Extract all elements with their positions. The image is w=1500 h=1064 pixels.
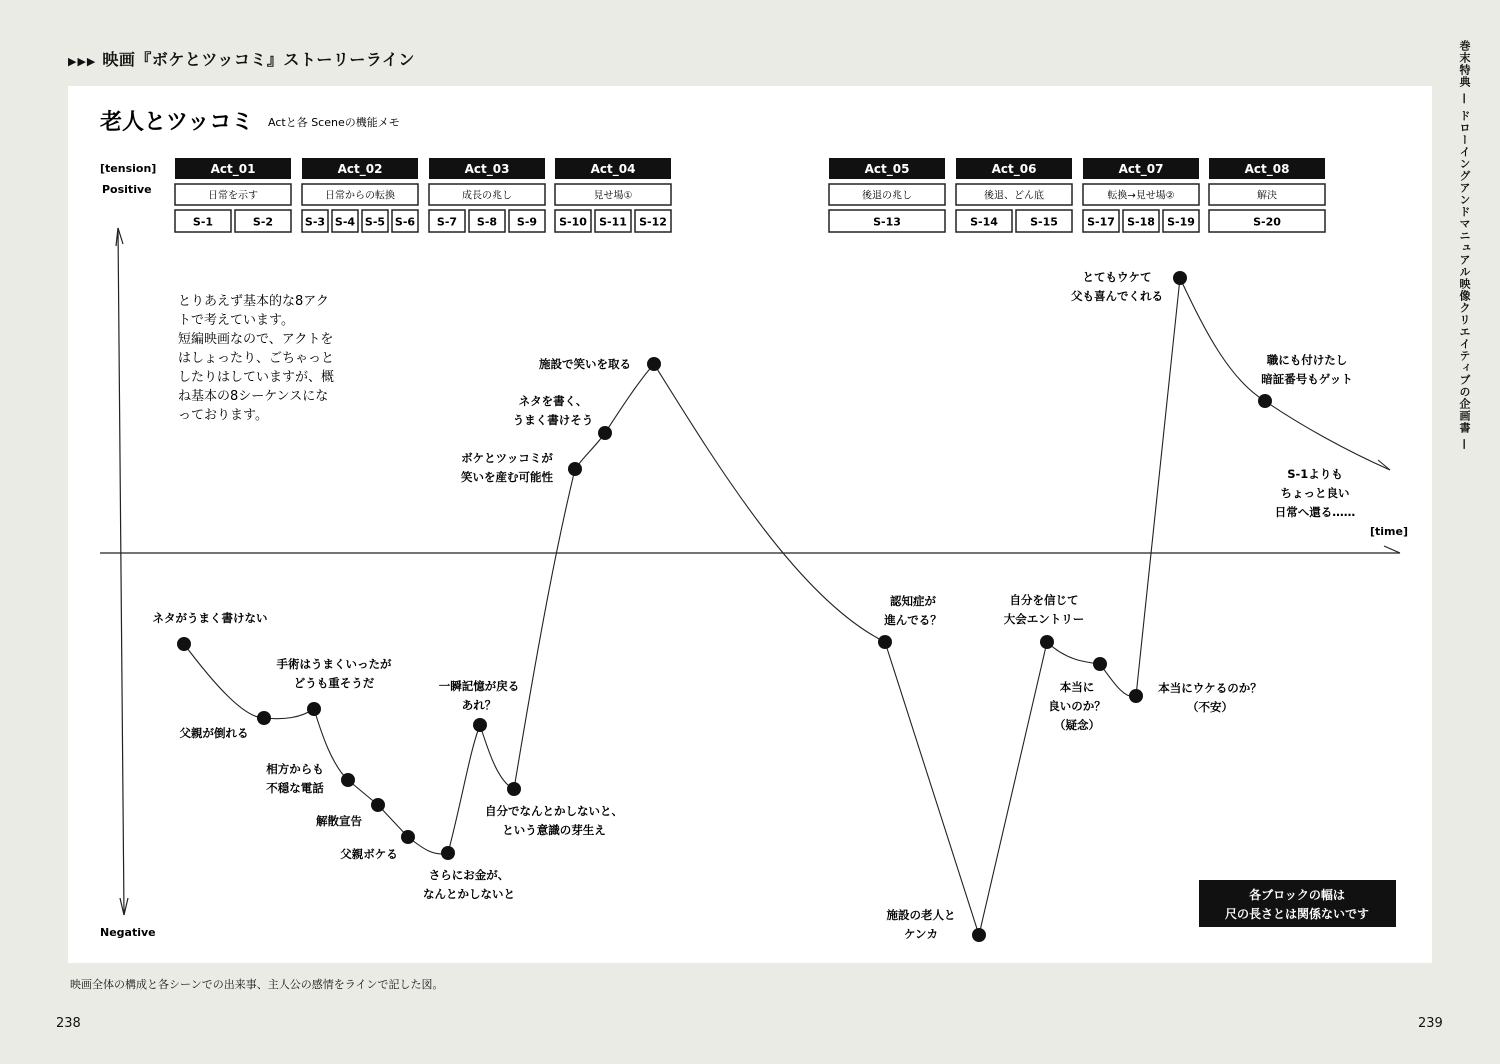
scene-label: S-12 bbox=[639, 215, 667, 229]
story-point bbox=[485, 782, 623, 837]
memo-line: トで考えています。 bbox=[178, 313, 294, 328]
story-point bbox=[180, 711, 272, 740]
point-label: 不穏な電話 bbox=[266, 781, 324, 795]
memo-line: したりはしていますが、概 bbox=[178, 370, 335, 385]
point-label: 一瞬記憶が戻る bbox=[438, 679, 520, 693]
scene-label: S-18 bbox=[1127, 215, 1155, 229]
diagram-subtitle: Actと各 Sceneの機能メモ bbox=[268, 116, 400, 129]
act-block-2 bbox=[302, 158, 418, 232]
point-label: 職にも付けたし bbox=[1266, 353, 1348, 367]
point-label: 解散宣告 bbox=[316, 814, 362, 828]
scene-label: S-15 bbox=[1030, 215, 1058, 229]
story-point bbox=[439, 679, 520, 732]
end-label-line: ちょっと良い bbox=[1280, 486, 1350, 500]
memo-line: っております。 bbox=[178, 408, 268, 423]
point-label: ネタがうまく書けない bbox=[152, 611, 268, 625]
scene-label: S-19 bbox=[1167, 215, 1195, 229]
story-point bbox=[513, 394, 612, 440]
header-title: 映画『ボケとツッコミ』ストーリーライン bbox=[102, 50, 415, 69]
point-label: （不安） bbox=[1187, 700, 1233, 714]
story-point bbox=[340, 830, 415, 861]
scene-label: S-14 bbox=[970, 215, 998, 229]
act-desc: 後退の兆し bbox=[862, 190, 912, 202]
point-label: あれ？ bbox=[461, 698, 497, 712]
scene-label: S-6 bbox=[394, 215, 416, 229]
point-dot bbox=[1040, 635, 1054, 649]
point-label: なんとかしないと bbox=[423, 887, 515, 901]
act-block-5 bbox=[829, 158, 945, 232]
act-block-1 bbox=[175, 158, 291, 232]
point-dot bbox=[401, 830, 415, 844]
y-axis-line bbox=[118, 228, 124, 915]
y-axis-tension-label: [tension] bbox=[100, 162, 157, 175]
diagram-panel bbox=[68, 86, 1432, 963]
point-label: 暗証番号もゲット bbox=[1261, 372, 1353, 386]
point-label: という意識の芽生え bbox=[502, 823, 606, 837]
scene-label: S-20 bbox=[1253, 215, 1281, 229]
point-dot bbox=[341, 773, 355, 787]
story-point bbox=[1071, 270, 1187, 303]
header-arrows-icon: ▶▶▶ bbox=[68, 55, 97, 68]
act-block-6 bbox=[956, 158, 1072, 232]
point-dot bbox=[473, 718, 487, 732]
act-block-7 bbox=[1083, 158, 1199, 232]
point-label: 笑いを産む可能性 bbox=[461, 470, 553, 484]
memo-line: とりあえず基本的な8アク bbox=[178, 294, 329, 309]
diagram-title: 老人とツッコミ bbox=[100, 110, 254, 135]
page-number-left: 238 bbox=[56, 1016, 81, 1031]
point-dot bbox=[1173, 271, 1187, 285]
memo-line: はしょったり、ごちゃっと bbox=[178, 351, 335, 366]
story-point bbox=[266, 762, 355, 795]
sidebar-vertical-text: 巻末特典 — ドローイングアンドマニュアル映像クリエイティブの企画書 — bbox=[1458, 40, 1471, 451]
story-point bbox=[1129, 681, 1262, 714]
act-name: Act_02 bbox=[337, 162, 383, 176]
point-label: とてもウケて bbox=[1082, 270, 1152, 284]
story-point bbox=[887, 908, 987, 942]
act-desc: 見せ場① bbox=[593, 190, 633, 202]
scene-label: S-4 bbox=[334, 215, 356, 229]
point-label: 父も喜んでくれる bbox=[1071, 289, 1163, 303]
scene-label: S-13 bbox=[873, 215, 901, 229]
act-name: Act_06 bbox=[991, 162, 1037, 176]
point-dot bbox=[257, 711, 271, 725]
x-axis-time-label: [time] bbox=[1370, 525, 1409, 538]
point-dot bbox=[598, 426, 612, 440]
point-label: 認知症が bbox=[890, 594, 936, 608]
point-label: 自分を信じて bbox=[1009, 593, 1079, 607]
scene-label: S-2 bbox=[252, 215, 274, 229]
point-label: ケンカ bbox=[904, 927, 938, 941]
story-point bbox=[1004, 593, 1085, 649]
act-name: Act_08 bbox=[1244, 162, 1290, 176]
act-name: Act_01 bbox=[210, 162, 256, 176]
point-label: 施設で笑いを取る bbox=[539, 357, 631, 371]
note-line: 各ブロックの幅は bbox=[1249, 888, 1345, 902]
story-point bbox=[423, 846, 515, 901]
act-desc: 解決 bbox=[1257, 190, 1277, 202]
point-dot bbox=[878, 635, 892, 649]
point-label: 父親ボケる bbox=[340, 847, 398, 861]
point-label: 進んでる？ bbox=[884, 613, 942, 627]
scene-label: S-9 bbox=[516, 215, 538, 229]
point-label: 相方からも bbox=[266, 762, 324, 776]
tension-curve bbox=[184, 278, 1390, 935]
scene-label: S-3 bbox=[304, 215, 326, 229]
act-desc: 成長の兆し bbox=[462, 190, 512, 202]
story-point bbox=[1258, 353, 1353, 408]
memo-line: ね基本の8シーケンスにな bbox=[178, 389, 329, 404]
x-axis-arrow-icon bbox=[1384, 546, 1400, 553]
story-point bbox=[878, 594, 942, 649]
story-point bbox=[316, 798, 385, 828]
page-number-right: 239 bbox=[1418, 1016, 1443, 1031]
point-dot bbox=[647, 357, 661, 371]
point-dot bbox=[441, 846, 455, 860]
story-point bbox=[153, 611, 268, 651]
point-dot bbox=[507, 782, 521, 796]
scene-label: S-7 bbox=[436, 215, 458, 229]
story-point bbox=[461, 451, 582, 484]
point-label: 本当にウケるのか？ bbox=[1158, 681, 1262, 695]
point-label: うまく書けそう bbox=[512, 413, 594, 427]
point-label: （疑念） bbox=[1054, 718, 1100, 732]
scene-label: S-17 bbox=[1087, 215, 1115, 229]
storyline-diagram bbox=[68, 86, 1432, 963]
figure-caption: 映画全体の構成と各シーンでの出来事、主人公の感情をラインで記した図。 bbox=[70, 978, 444, 991]
act-block-4 bbox=[555, 158, 671, 232]
scene-label: S-10 bbox=[559, 215, 587, 229]
point-label: 本当に bbox=[1059, 680, 1095, 694]
y-axis-arrow-top-icon bbox=[116, 228, 123, 246]
y-axis-negative-label: Negative bbox=[100, 926, 156, 939]
act-block-3 bbox=[429, 158, 545, 232]
point-label: 手術はうまくいったが bbox=[276, 657, 392, 671]
act-block-8 bbox=[1209, 158, 1325, 232]
point-dot bbox=[177, 637, 191, 651]
act-desc: 日常を示す bbox=[208, 190, 258, 202]
point-label: 良いのか？ bbox=[1048, 699, 1106, 713]
point-label: 父親が倒れる bbox=[179, 726, 249, 740]
act-name: Act_03 bbox=[464, 162, 510, 176]
act-name: Act_05 bbox=[864, 162, 910, 176]
point-label: ネタを書く、 bbox=[518, 394, 588, 408]
y-axis-positive-label: Positive bbox=[102, 183, 152, 196]
point-dot bbox=[371, 798, 385, 812]
story-point bbox=[539, 357, 661, 371]
point-dot bbox=[1093, 657, 1107, 671]
note-line: 尺の長さとは関係ないです bbox=[1224, 907, 1370, 921]
memo-line: 短編映画なので、アクトを bbox=[178, 332, 334, 347]
end-label-line: S-1よりも bbox=[1287, 467, 1343, 481]
acts-layer bbox=[175, 158, 1325, 232]
point-dot bbox=[972, 928, 986, 942]
scene-label: S-11 bbox=[599, 215, 627, 229]
act-name: Act_04 bbox=[590, 162, 636, 176]
point-label: 自分でなんとかしないと、 bbox=[485, 804, 623, 818]
scene-label: S-1 bbox=[192, 215, 214, 229]
point-dot bbox=[568, 462, 582, 476]
act-desc: 転換→見せ場② bbox=[1107, 190, 1175, 202]
point-label: ボケとツッコミが bbox=[461, 451, 553, 465]
scene-label: S-5 bbox=[364, 215, 386, 229]
point-label: どうも重そうだ bbox=[293, 676, 375, 690]
act-desc: 後退、どん底 bbox=[984, 190, 1044, 202]
page-header bbox=[68, 47, 415, 70]
story-point bbox=[1048, 657, 1107, 732]
story-point bbox=[277, 657, 392, 716]
scene-label: S-8 bbox=[476, 215, 498, 229]
point-label: 施設の老人と bbox=[886, 908, 956, 922]
point-dot bbox=[1129, 689, 1143, 703]
point-dot bbox=[307, 702, 321, 716]
act-name: Act_07 bbox=[1118, 162, 1164, 176]
act-desc: 日常からの転換 bbox=[325, 190, 395, 202]
point-dot bbox=[1258, 394, 1272, 408]
end-label-line: 日常へ還る…… bbox=[1274, 505, 1356, 519]
point-label: 大会エントリー bbox=[1003, 612, 1085, 626]
point-label: さらにお金が、 bbox=[428, 868, 510, 882]
